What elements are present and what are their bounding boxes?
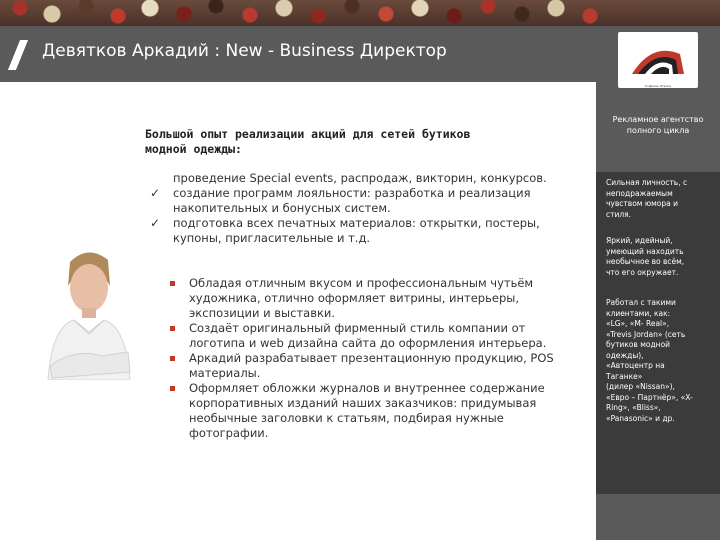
- bullet-list: [170, 276, 590, 441]
- company-logo: [618, 32, 698, 88]
- trait-block: [606, 178, 712, 220]
- list-item-line: Оформляет обложки журналов и внутреннее содержание: [189, 381, 545, 395]
- person-portrait-icon: [44, 240, 132, 380]
- list-item-line: необычные заголовки к статьям, подбирая нужные: [189, 411, 504, 425]
- list-item-line: Создаёт оригинальный фирменный стиль компании от: [189, 321, 526, 335]
- header-photo-strip: [0, 0, 720, 26]
- tagline-line: полного цикла: [626, 126, 690, 135]
- square-bullet-icon: [170, 356, 175, 361]
- client-line: бутиков модной: [606, 340, 671, 349]
- trait-line: Сильная личность, с: [606, 178, 688, 187]
- slash-icon: [8, 40, 28, 70]
- list-item-line: художника, отлично оформляет витрины, интерьеры,: [189, 291, 519, 305]
- square-bullet-icon: [170, 386, 175, 391]
- heading-line: модной одежды:: [145, 142, 242, 156]
- list-item-line: Обладая отличным вкусом и профессиональным чутьём: [189, 276, 534, 290]
- list-item-line: подготовка всех печатных материалов: открытки, постеры,: [173, 216, 540, 230]
- portrait-photo: [44, 240, 132, 380]
- square-bullet-icon: [170, 326, 175, 331]
- trait-line: чувством юмора и: [606, 199, 679, 208]
- list-item-line: корпоративных изданий наших заказчиков: придумывая: [189, 396, 537, 410]
- checkmark-icon: ✓: [150, 186, 161, 200]
- list-item: [150, 216, 590, 246]
- client-line: Работал с такими: [606, 298, 676, 307]
- logo-mark-icon: [618, 32, 698, 88]
- list-item: [170, 381, 590, 441]
- list-item: [150, 171, 590, 186]
- client-line: (дилер «Nissan»),: [606, 382, 675, 391]
- section-heading: [145, 127, 575, 157]
- client-line: «LG», «M- Real»,: [606, 319, 670, 328]
- trait-line: умеющий находить: [606, 246, 684, 256]
- list-item: [170, 351, 590, 381]
- logo-caption: Софиэль Эталон: [644, 84, 672, 88]
- client-line: «Trevis Jordan» (сеть: [606, 329, 686, 339]
- list-item-line: фотографии.: [189, 426, 269, 440]
- list-item-line: накопительных и бонусных систем.: [173, 201, 391, 215]
- sidebar: [596, 26, 720, 540]
- list-item-line: логотипа и web дизайна сайта до оформления интерьера.: [189, 336, 547, 350]
- trait-line: что его окружает.: [606, 267, 679, 277]
- trait-line: стиля.: [606, 209, 632, 219]
- client-line: одежды),: [606, 350, 644, 360]
- square-bullet-icon: [170, 281, 175, 286]
- client-line: «Автоцентр на: [606, 361, 665, 370]
- title-band: [0, 26, 596, 82]
- company-tagline: [596, 114, 720, 136]
- client-line: клиентами, как:: [606, 308, 671, 318]
- client-line: «Panasonic» и др.: [606, 413, 675, 423]
- client-line: Ring», «Bliss»,: [606, 403, 661, 412]
- trait-line: неподражаемым: [606, 188, 673, 198]
- trait-line: необычное во всём,: [606, 257, 685, 266]
- list-item-line: материалы.: [189, 366, 261, 380]
- trait-line: Яркий, идейный,: [606, 236, 673, 245]
- list-item-line: Аркадий разрабатывает презентационную продукцию, POS: [189, 351, 554, 365]
- list-item-line: экспозиции и выставки.: [189, 306, 336, 320]
- traits-panel: [596, 172, 720, 494]
- trait-block: [606, 236, 712, 278]
- list-item: [170, 321, 590, 351]
- list-item: [170, 276, 590, 321]
- checkmark-icon: ✓: [150, 216, 161, 230]
- clients-block: [606, 298, 712, 424]
- heading-line: Большой опыт реализации акций для сетей бутиков: [145, 127, 471, 141]
- client-line: Таганке»: [606, 371, 643, 381]
- client-line: «Евро – Партнёр», «X-: [606, 392, 693, 402]
- checkmark-list: [150, 171, 590, 246]
- page-title: Девятков Аркадий : New - Business Директор: [42, 41, 447, 61]
- list-item-line: создание программ лояльности: разработка и реализация: [173, 186, 531, 200]
- list-item-line: проведение Special events, распродаж, викторин, конкурсов.: [173, 171, 547, 185]
- list-item: [150, 186, 590, 216]
- list-item-line: купоны, пригласительные и т.д.: [173, 231, 371, 245]
- tagline-line: Рекламное агентство: [612, 115, 704, 124]
